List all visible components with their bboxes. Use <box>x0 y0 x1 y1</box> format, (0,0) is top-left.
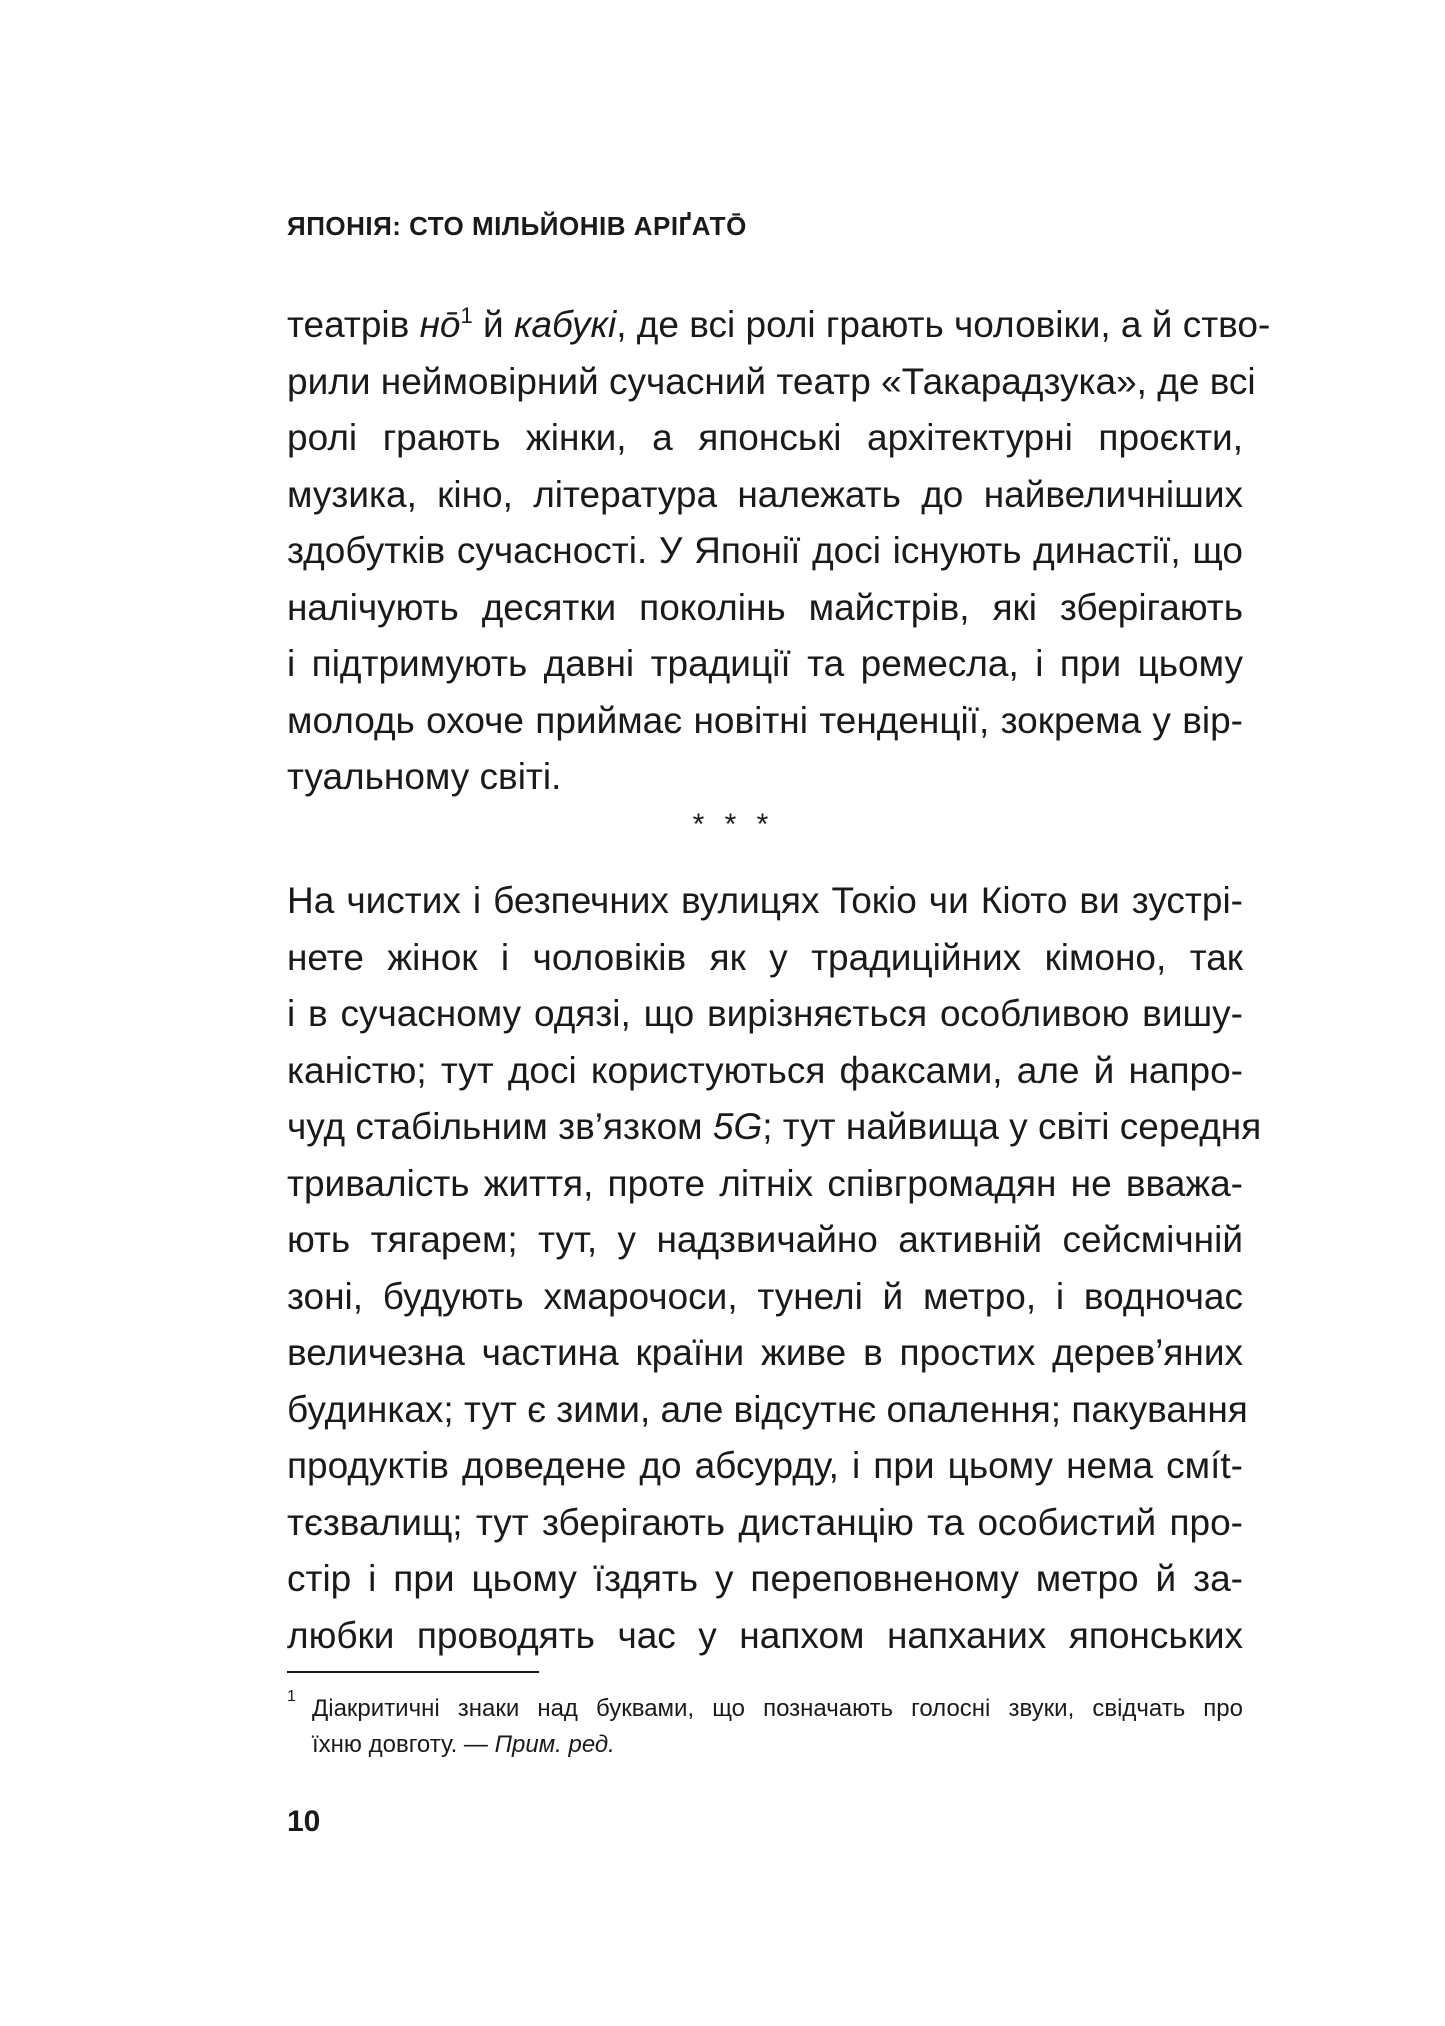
footnote-reference[interactable]: 1 <box>460 303 473 328</box>
paragraph-line: чуд стабільним зв’язком 5G; тут найвища у світі середня <box>287 1106 1262 1147</box>
paragraph-line: і підтримують давні традиції та ремесла, і при цьому <box>287 643 1243 684</box>
paragraph-line: здобутків сучасності. У Японії досі існують династії, що <box>287 530 1243 571</box>
footnote-line: Діакритичні знаки над буквами, що позначають голосні звуки, свідчать про <box>312 1695 1243 1722</box>
paragraph-line: молодь охоче приймає новітні тенденції, зокрема у вір- <box>287 699 1243 741</box>
paragraph-line: музика, кіно, література належать до найвеличніших <box>287 473 1243 515</box>
paragraph-line: стір і при цьому їздять у переповненому метро й за- <box>287 1558 1243 1599</box>
paragraph-line: каністю; тут досі користуються факсами, але й напро- <box>287 1049 1243 1091</box>
paragraph-2 <box>287 873 1262 1664</box>
paragraph-line: любки проводять час у напхом напханих японських <box>287 1614 1243 1656</box>
paragraph-line: продуктів доведене до абсурду, і при цьому нема смít- <box>287 1445 1243 1486</box>
paragraph-line: ють тягарем; тут, у надзвичайно активній сейсмічній <box>287 1219 1243 1260</box>
paragraph-line: тривалість життя, проте літніх співгромадян не вважа- <box>287 1162 1243 1204</box>
page-number: 10 <box>287 1805 321 1838</box>
term-no: нō <box>419 304 461 345</box>
paragraph-line: рили неймовірний сучасний театр «Такарадзука», де всі <box>287 360 1256 402</box>
paragraph-line: На чистих і безпечних вулицях Токіо чи Кіото ви зустрі- <box>287 880 1243 921</box>
term-kabuki: кабукі <box>514 304 617 345</box>
paragraph-line: туальному світі. <box>287 756 562 797</box>
paragraph-line: театрів $нō^1$ й кабукі, де всі ролі грають чоловіки, а й ство- <box>287 303 1271 345</box>
paragraph-line: нете жінок і чоловіків як у традиційних кімоно, так <box>287 936 1243 978</box>
paragraph-line: тєзвалищ; тут зберігають дистанцію та особистий про- <box>287 1501 1243 1543</box>
editor-note: Прим. ред. <box>494 1731 615 1758</box>
term-5g: 5G <box>712 1106 763 1147</box>
paragraph-line: і в сучасному одязі, що вирізняється особливою вишу- <box>287 993 1243 1034</box>
footnote-divider <box>287 1671 539 1673</box>
paragraph-line: будинках; тут є зими, але відсутнє опалення; пакування <box>287 1388 1248 1430</box>
footnote-line: їхню довготу. — Прим. ред. <box>312 1731 615 1758</box>
paragraph-line: ролі грають жінки, а японські архітектурні проєкти, <box>287 417 1243 458</box>
paragraph-1 <box>287 297 1271 806</box>
paragraph-line: зоні, будують хмарочоси, тунелі й метро, і водночас <box>287 1275 1243 1317</box>
paragraph-line: налічують десятки поколінь майстрів, які зберігають <box>287 586 1243 628</box>
footnote-mark: 1 <box>287 1688 296 1705</box>
running-title: ЯПОНІЯ: СТО МІЛЬЙОНІВ АРІҐАТŌ <box>287 211 747 241</box>
section-separator: * * * <box>692 808 775 841</box>
paragraph-line: величезна частина країни живе в простих дерев’яних <box>287 1332 1243 1373</box>
footnote <box>287 1688 1243 1763</box>
